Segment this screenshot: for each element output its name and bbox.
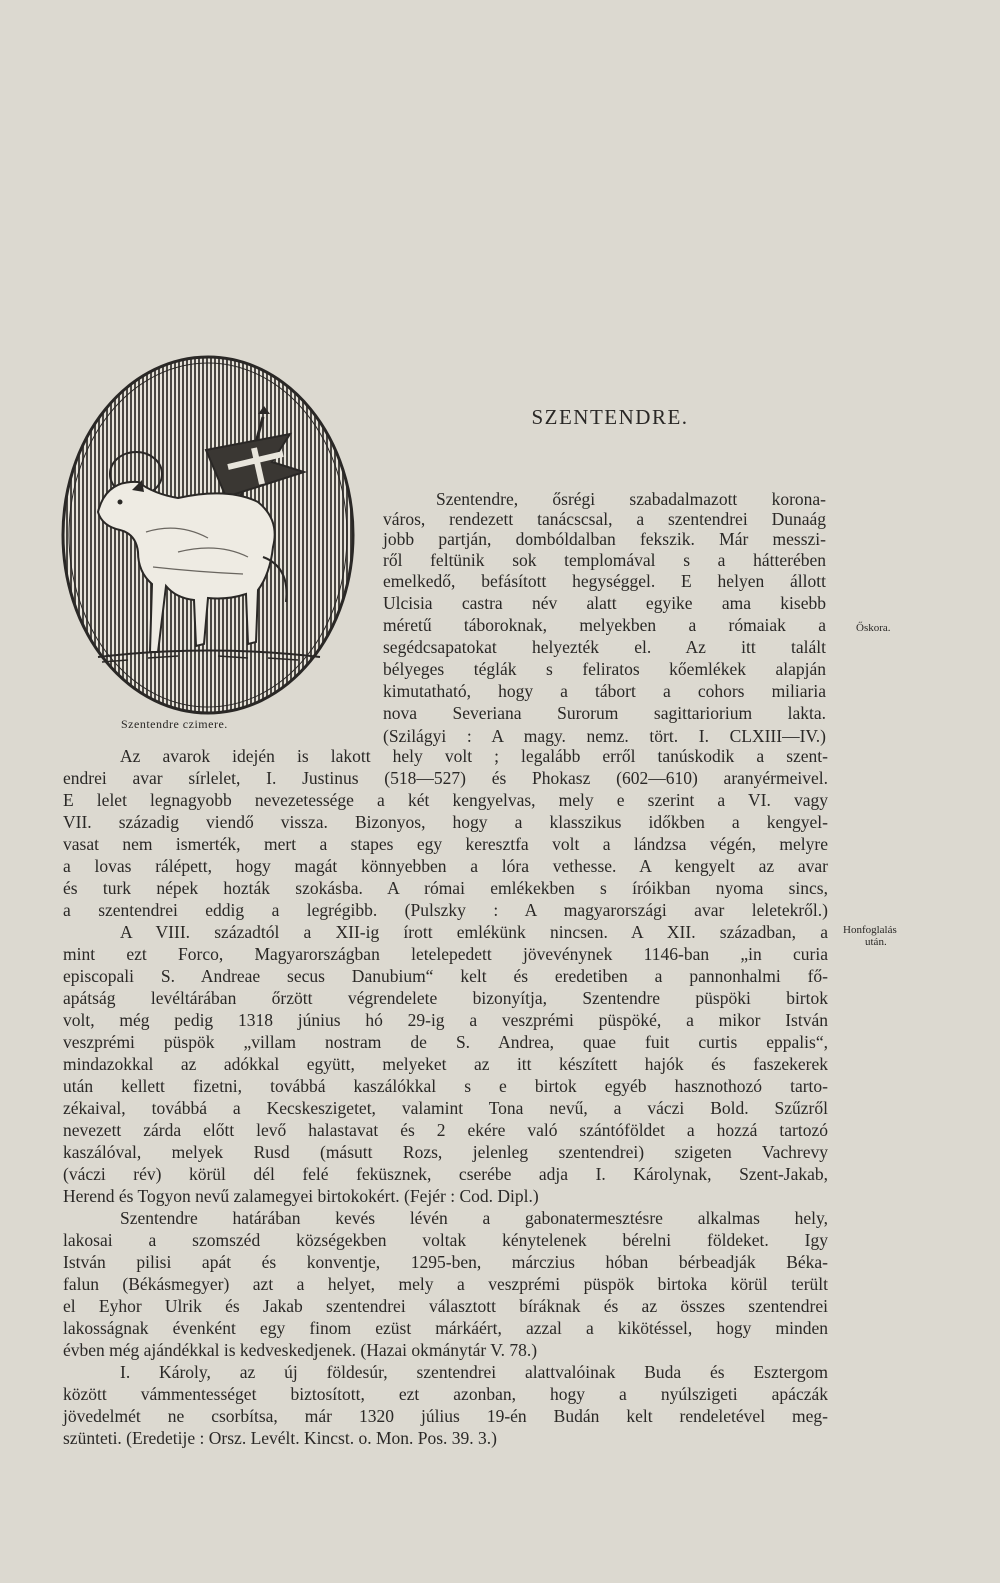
text-line: város, rendezett tanácscsal, a szentendrei Dunaág [383,509,826,529]
text-line: a szentendrei eddig a legrégibb. (Pulszky : A magyarországi avar leletekről.) [63,900,828,920]
text-line: Szentendre határában kevés lévén a gabonatermesztésre alkalmas hely, [120,1208,828,1228]
margin-note-honfoglalas: Honfoglalás [843,924,897,936]
text-line: mint ezt Forco, Magyarországban letelepedett jövevénynek 1146-ban „in curia [63,944,828,964]
text-line: Szentendre, ősrégi szabadalmazott korona- [436,489,826,509]
margin-note-oskora: Őskora. [856,622,891,634]
text-line: lakosságnak évenként egy finom ezüst márkáért, azzal a kikötéssel, hogy minden [63,1318,828,1338]
text-line: István pilisi apát és konventje, 1295-ben, márczius hóban bérbeadják Béka- [63,1252,828,1272]
text-line: I. Károly, az új földesúr, szentendrei alattvalóinak Buda és Esztergom [120,1362,828,1382]
text-line: a lovas rálépett, hogy magát könnyebben a lóra vethesse. A kengyelt az avar [63,856,828,876]
text-line: Az avarok idején is lakott hely volt ; legalább erről tanúskodik a szent- [120,746,828,766]
text-line: bélyeges téglák s feliratos kőemlékek alapján [383,659,826,679]
text-line: Herend és Togyon nevű zalamegyei birtokokért. (Fejér : Cod. Dipl.) [63,1186,539,1206]
text-line: jobb partján, dombóldalban fekszik. Már messzi- [383,529,826,549]
text-line: évben még ajándékkal is kedveskedjenek. (Hazai okmánytár V. 78.) [63,1340,538,1360]
page-title: SZENTENDRE. [531,405,689,429]
text-line: A VIII. századtól a XII-ig írott emlékünk nincsen. A XII. században, a [120,922,828,942]
text-line: segédcsapatokat helyezték el. Az itt talált [383,637,826,657]
text-line: (váczi rév) körül dél felé feküsznek, cserébe adja I. Károlynak, Szent-Jakab, [63,1164,828,1184]
text-line: lakosai a szomszéd községekben voltak kénytelenek bérelni földeket. Igy [63,1230,828,1250]
text-line: méretű táboroknak, melyekben a rómaiak a [383,615,826,635]
text-line: jövedelmét ne csorbítsa, már 1320 július 19-én Budán kelt rendeletével meg- [63,1406,828,1426]
text-line: nevezett zárda előtt levő halastavat és 2 ekére való szántóföldet a hozzá tartozó [63,1120,828,1140]
text-line: mindazokkal az adókkal együtt, melyeket az itt készített hajók és faszekerek [63,1054,828,1074]
text-line: zékaival, továbbá a Kecskeszigetet, valamint Tona nevű, a váczi Bold. Szűzről [63,1098,828,1118]
text-line: episcopali S. Andreae secus Danubium“ kelt és eredetiben a pannonhalmi fő- [63,966,828,986]
text-line: volt, még pedig 1318 június hó 29-ig a veszprémi püspöké, a mikor István [63,1010,828,1030]
text-line: falun (Békásmegyer) azt a helyet, mely a veszprémi püspök birtoka körül terült [63,1274,828,1294]
text-line: vasat nem ismerték, mert a stapes egy keresztfa volt a lándzsa végén, melyre [63,834,828,854]
text-line: veszprémi püspök „villam nostram de S. Andrea, quae fuit curtis eppalis“, [63,1032,828,1052]
text-line: után kellett fizetni, továbbá kaszálókkal s e birtok egyéb hasznothozó tarto- [63,1076,828,1096]
coat-of-arms-image [58,352,358,717]
text-line: nova Severiana Surorum sagittariorium lakta. [383,703,826,723]
text-line: E lelet legnagyobb nevezetessége a két kengyelvas, mely e szerint a VI. vagy [63,790,828,810]
text-line: között vámmentességet biztosított, ezt azonban, hogy a nyúlszigeti apáczák [63,1384,828,1404]
text-line: VII. századig viendő vissza. Bizonyos, hogy a klasszikus időkben a kengyel- [63,812,828,832]
text-line: kimutatható, hogy a tábort a cohors miliaria [383,681,826,701]
text-line: szünteti. (Eredetije : Orsz. Levélt. Kincst. o. Mon. Pos. 39. 3.) [63,1428,498,1448]
text-line: és turk népek hozták szokásba. A római emlékekben s íróikban nyoma sincs, [63,878,828,898]
text-line: endrei avar sírlelet, I. Justinus (518—527) és Phokasz (602—610) aranyérmeivel. [63,768,828,788]
text-line: el Eyhor Ulrik és Jakab szentendrei választott bíráknak és az összes szentendrei [63,1296,828,1316]
crest-caption: Szentendre czimere. [121,717,228,731]
text-line: apátság levéltárában őrzött végrendelete bizonyítja, Szentendre püspöki birtok [63,988,828,1008]
text-line: kaszálóval, melyek Rusd (másutt Rozs, jelenleg szentendrei) szigeten Vachrevy [63,1142,828,1162]
text-line: ről feltünik sok templomával s a hátterében [383,550,826,570]
margin-note-utan: után. [865,936,887,948]
text-line: emelkedő, befásított hegységgel. E helyen állott [383,571,826,591]
text-line: (Szilágyi : A magy. nemz. tört. I. CLXIII—IV.) [383,726,826,746]
text-line: Ulcisia castra név alatt egyike ama kisebb [383,593,826,613]
